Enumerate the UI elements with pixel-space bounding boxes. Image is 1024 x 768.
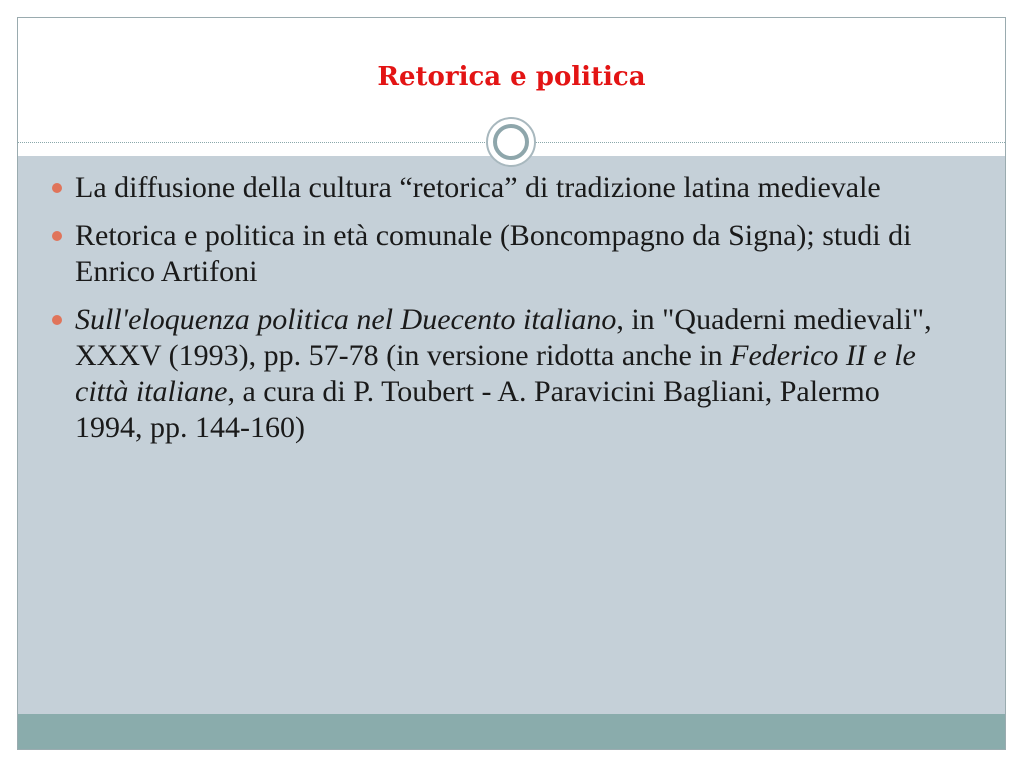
footer-band — [18, 714, 1005, 750]
divider-circle-inner — [493, 124, 529, 160]
bullet-dot-icon — [52, 231, 62, 241]
bullet-list — [52, 170, 932, 458]
bullet-text: , a cura di P. Toubert - A. Paravicini Bagliani, Palermo 1994, pp. 144-160) — [75, 375, 880, 444]
bullet-text: , in "Quaderni medievali", XXXV (1993), pp. 57-78 (in versione ridotta anche in — [75, 303, 932, 372]
slide-title: Retorica e politica — [377, 62, 646, 92]
bullet-item — [52, 218, 932, 290]
bullet-item — [52, 170, 932, 206]
bullet-dot-icon — [52, 183, 62, 193]
bullet-text-italic: Sull'eloquenza politica nel Duecento italiano — [75, 303, 617, 336]
bullet-text: Retorica e politica in età comunale (Boncompagno da Signa); studi di Enrico Artifoni — [75, 219, 912, 288]
bullet-dot-icon — [52, 315, 62, 325]
divider-circle-icon — [486, 117, 536, 167]
bullet-item — [52, 302, 932, 446]
bullet-text-italic: Federico II e le città italiane — [75, 339, 916, 408]
bullet-text: La diffusione della cultura “retorica” di tradizione latina medievale — [75, 171, 881, 204]
